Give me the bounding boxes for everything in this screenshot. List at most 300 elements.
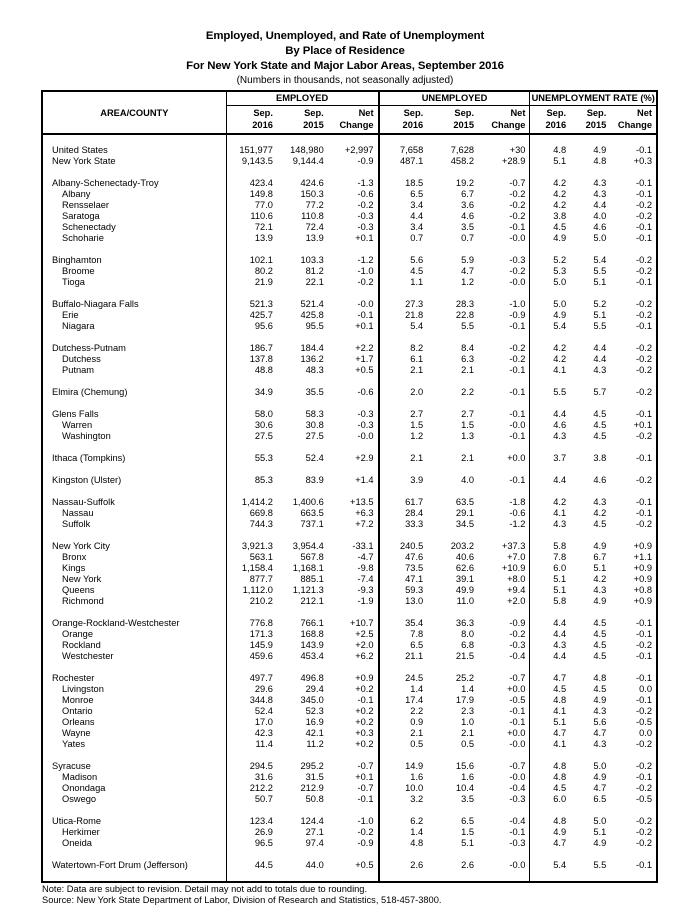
spacer-cell bbox=[277, 332, 328, 343]
value-cell: 6.0 bbox=[530, 563, 570, 574]
value-cell: 13.9 bbox=[254, 233, 273, 243]
spacer-row bbox=[42, 442, 657, 453]
report-content bbox=[41, 90, 658, 906]
spacer-cell bbox=[570, 750, 610, 761]
spacer-cell bbox=[226, 750, 277, 761]
value-cell: 3.5 bbox=[461, 222, 475, 232]
value-cell: -0.7 bbox=[509, 178, 526, 188]
area-name: Schenectady bbox=[42, 222, 226, 233]
value-cell: +0.3 bbox=[355, 728, 374, 738]
value-cell: 22.1 bbox=[305, 277, 324, 287]
value-cell: -0.9 bbox=[357, 156, 374, 166]
value-cell: 42.1 bbox=[305, 728, 324, 738]
spacer-cell bbox=[226, 288, 277, 299]
value-cell: 0.9 bbox=[379, 717, 428, 728]
value-cell: 72.4 bbox=[305, 222, 324, 232]
spacer-cell bbox=[328, 871, 379, 882]
spacer-cell bbox=[42, 398, 226, 409]
spacer-cell bbox=[42, 288, 226, 299]
area-name: Utica-Rome bbox=[42, 816, 226, 827]
value-cell: 61.7 bbox=[379, 497, 428, 508]
county-row bbox=[42, 431, 657, 442]
value-cell: -0.1 bbox=[509, 321, 526, 331]
value-cell: 212.9 bbox=[300, 783, 324, 793]
value-cell: 1.0 bbox=[461, 717, 475, 727]
value-cell: 102.1 bbox=[249, 255, 273, 265]
value-cell: 1.6 bbox=[379, 772, 428, 783]
value-cell: 4.3 bbox=[593, 706, 607, 716]
spacer-cell bbox=[379, 750, 428, 761]
value-cell: -0.1 bbox=[635, 772, 652, 782]
spacer-row bbox=[42, 134, 657, 145]
value-cell: 42.3 bbox=[254, 728, 273, 738]
value-cell: 2.0 bbox=[379, 387, 428, 398]
value-cell: -0.2 bbox=[509, 354, 526, 364]
value-cell: -0.1 bbox=[635, 321, 652, 331]
county-row bbox=[42, 277, 657, 288]
spacer-cell bbox=[530, 244, 570, 255]
county-row bbox=[42, 739, 657, 750]
area-name: Dutchess-Putnam bbox=[42, 343, 226, 354]
value-cell: 168.8 bbox=[300, 629, 324, 639]
spacer-cell bbox=[42, 871, 226, 882]
spacer-cell bbox=[478, 134, 530, 145]
value-cell: -0.2 bbox=[635, 761, 652, 771]
value-cell: -9.8 bbox=[357, 563, 374, 573]
spacer-cell bbox=[478, 486, 530, 497]
value-cell: 4.4 bbox=[593, 343, 607, 353]
spacer-cell bbox=[277, 244, 328, 255]
value-cell: 29.6 bbox=[254, 684, 273, 694]
value-cell: -0.1 bbox=[635, 222, 652, 232]
value-cell: 4.5 bbox=[593, 640, 607, 650]
value-cell: -0.4 bbox=[509, 816, 526, 826]
value-cell: 5.1 bbox=[530, 156, 570, 167]
value-cell: 1,112.0 bbox=[242, 585, 273, 595]
value-cell: -0.9 bbox=[357, 838, 374, 848]
spacer-cell bbox=[478, 332, 530, 343]
value-cell: +0.2 bbox=[355, 717, 374, 727]
value-cell: 4.8 bbox=[379, 838, 428, 849]
spacer-row bbox=[42, 376, 657, 387]
value-cell: 1.5 bbox=[461, 420, 475, 430]
spacer-cell bbox=[226, 332, 277, 343]
value-cell: 4.3 bbox=[593, 365, 607, 375]
value-cell: 15.6 bbox=[455, 761, 475, 771]
header-unemployed-net-change bbox=[478, 106, 530, 135]
value-cell: 5.5 bbox=[530, 387, 570, 398]
header-line: 2016 bbox=[545, 120, 567, 130]
header-rate-sep-2016 bbox=[530, 106, 570, 135]
area-row bbox=[42, 145, 657, 156]
spacer-cell bbox=[226, 167, 277, 178]
value-cell: 423.4 bbox=[249, 178, 273, 188]
value-cell: 5.4 bbox=[593, 255, 607, 265]
spacer-cell bbox=[570, 530, 610, 541]
value-cell: -0.0 bbox=[509, 420, 526, 430]
spacer-cell bbox=[42, 464, 226, 475]
value-cell: 6.5 bbox=[379, 189, 428, 200]
value-cell: -0.1 bbox=[509, 431, 526, 441]
county-row bbox=[42, 420, 657, 431]
value-cell: +0.9 bbox=[633, 574, 652, 584]
spacer-cell bbox=[379, 288, 428, 299]
value-cell: 77.2 bbox=[305, 200, 324, 210]
value-cell: 567.8 bbox=[300, 552, 324, 562]
value-cell: 4.8 bbox=[530, 695, 570, 706]
value-cell: +0.3 bbox=[633, 156, 652, 166]
spacer-cell bbox=[277, 662, 328, 673]
spacer-cell bbox=[530, 134, 570, 145]
value-cell: 5.3 bbox=[530, 266, 570, 277]
value-cell: 4.3 bbox=[593, 739, 607, 749]
value-cell: 5.1 bbox=[461, 838, 475, 848]
spacer-cell bbox=[277, 849, 328, 860]
value-cell: 21.5 bbox=[455, 651, 475, 661]
county-row bbox=[42, 717, 657, 728]
value-cell: 124.4 bbox=[300, 816, 324, 826]
value-cell: 203.2 bbox=[450, 541, 475, 551]
spacer-cell bbox=[610, 244, 657, 255]
revision-note: Note: Data are subject to revision. Detail may not add to totals due to rounding. bbox=[42, 884, 368, 894]
value-cell: -1.0 bbox=[357, 266, 374, 276]
value-cell: 5.2 bbox=[530, 255, 570, 266]
value-cell: 49.9 bbox=[455, 585, 475, 595]
value-cell: 52.4 bbox=[305, 453, 324, 463]
spacer-cell bbox=[427, 486, 478, 497]
spacer-cell bbox=[478, 244, 530, 255]
spacer-cell bbox=[226, 849, 277, 860]
spacer-cell bbox=[328, 805, 379, 816]
value-cell: 50.7 bbox=[254, 794, 273, 804]
value-cell: +0.5 bbox=[355, 365, 374, 375]
value-cell: -1.0 bbox=[509, 299, 526, 309]
value-cell: -0.7 bbox=[509, 673, 526, 683]
value-cell: 744.3 bbox=[249, 519, 273, 529]
value-cell: 36.3 bbox=[455, 618, 475, 628]
area-row bbox=[42, 387, 657, 398]
value-cell: 148,980 bbox=[290, 145, 324, 155]
spacer-cell bbox=[328, 134, 379, 145]
value-cell: 26.9 bbox=[254, 827, 273, 837]
county-row bbox=[42, 629, 657, 640]
value-cell: 4.8 bbox=[530, 816, 570, 827]
value-cell: -0.1 bbox=[357, 695, 374, 705]
value-cell: -0.3 bbox=[357, 222, 374, 232]
spacer-cell bbox=[277, 134, 328, 145]
value-cell: 5.8 bbox=[530, 596, 570, 607]
value-cell: -0.3 bbox=[509, 640, 526, 650]
value-cell: -0.5 bbox=[635, 717, 652, 727]
spacer-cell bbox=[277, 288, 328, 299]
header-line: Sep. bbox=[546, 108, 567, 118]
value-cell: 4.2 bbox=[593, 574, 607, 584]
spacer-cell bbox=[328, 464, 379, 475]
value-cell: +2.2 bbox=[355, 343, 374, 353]
value-cell: 4.7 bbox=[461, 266, 475, 276]
spacer-cell bbox=[570, 288, 610, 299]
value-cell: 737.1 bbox=[300, 519, 324, 529]
value-cell: 3.6 bbox=[461, 200, 475, 210]
header-line: Sep. bbox=[586, 108, 607, 118]
value-cell: 30.8 bbox=[305, 420, 324, 430]
area-row bbox=[42, 761, 657, 772]
value-cell: 21.9 bbox=[254, 277, 273, 287]
spacer-cell bbox=[42, 244, 226, 255]
spacer-row bbox=[42, 288, 657, 299]
county-row bbox=[42, 222, 657, 233]
spacer-cell bbox=[226, 530, 277, 541]
value-cell: 7.8 bbox=[530, 552, 570, 563]
spacer-cell bbox=[427, 607, 478, 618]
spacer-cell bbox=[328, 607, 379, 618]
value-cell: 5.1 bbox=[593, 827, 607, 837]
value-cell: 4.5 bbox=[593, 651, 607, 661]
value-cell: 5.0 bbox=[593, 233, 607, 243]
value-cell: +6.3 bbox=[355, 508, 374, 518]
value-cell: -0.2 bbox=[509, 629, 526, 639]
value-cell: 30.6 bbox=[254, 420, 273, 430]
value-cell: 33.3 bbox=[379, 519, 428, 530]
area-name: Broome bbox=[42, 266, 226, 277]
spacer-cell bbox=[42, 750, 226, 761]
value-cell: -0.2 bbox=[357, 277, 374, 287]
value-cell: 27.3 bbox=[379, 299, 428, 310]
value-cell: -0.1 bbox=[635, 178, 652, 188]
spacer-cell bbox=[328, 288, 379, 299]
value-cell: 4.4 bbox=[530, 651, 570, 662]
value-cell: 4.3 bbox=[530, 640, 570, 651]
value-cell: 7,658 bbox=[379, 145, 428, 156]
area-name: Binghamton bbox=[42, 255, 226, 266]
report-title-block bbox=[0, 29, 690, 87]
spacer-cell bbox=[226, 244, 277, 255]
spacer-cell bbox=[379, 849, 428, 860]
value-cell: -0.2 bbox=[357, 200, 374, 210]
value-cell: 4.7 bbox=[593, 783, 607, 793]
value-cell: +0.0 bbox=[507, 684, 526, 694]
spacer-cell bbox=[42, 376, 226, 387]
value-cell: -0.2 bbox=[635, 343, 652, 353]
value-cell: -0.4 bbox=[509, 651, 526, 661]
spacer-cell bbox=[427, 530, 478, 541]
spacer-cell bbox=[478, 662, 530, 673]
spacer-cell bbox=[277, 442, 328, 453]
value-cell: 4.4 bbox=[530, 475, 570, 486]
value-cell: 5.1 bbox=[593, 563, 607, 573]
spacer-row bbox=[42, 464, 657, 475]
value-cell: 1.6 bbox=[461, 772, 475, 782]
spacer-cell bbox=[427, 398, 478, 409]
value-cell: +30 bbox=[509, 145, 526, 155]
value-cell: 1.4 bbox=[379, 827, 428, 838]
spacer-cell bbox=[379, 464, 428, 475]
value-cell: 44.0 bbox=[305, 860, 324, 870]
value-cell: 4.9 bbox=[530, 310, 570, 321]
value-cell: 19.2 bbox=[455, 178, 475, 188]
county-row bbox=[42, 706, 657, 717]
spacer-cell bbox=[226, 662, 277, 673]
spacer-cell bbox=[277, 750, 328, 761]
value-cell: +0.9 bbox=[355, 673, 374, 683]
spacer-row bbox=[42, 398, 657, 409]
value-cell: 11.0 bbox=[456, 596, 475, 606]
area-row bbox=[42, 299, 657, 310]
value-cell: 2.7 bbox=[461, 409, 475, 419]
value-cell: 877.7 bbox=[249, 574, 273, 584]
spacer-cell bbox=[570, 376, 610, 387]
value-cell: 31.6 bbox=[254, 772, 273, 782]
value-cell: 3.4 bbox=[379, 222, 428, 233]
spacer-cell bbox=[42, 442, 226, 453]
value-cell: +1.4 bbox=[355, 475, 374, 485]
value-cell: 6.5 bbox=[461, 816, 475, 826]
value-cell: 29.4 bbox=[305, 684, 324, 694]
value-cell: 35.4 bbox=[379, 618, 428, 629]
value-cell: 17.9 bbox=[455, 695, 475, 705]
table-header bbox=[42, 91, 657, 134]
spacer-cell bbox=[570, 398, 610, 409]
value-cell: 4.5 bbox=[379, 266, 428, 277]
value-cell: 4.2 bbox=[593, 508, 607, 518]
header-group-unemployed: UNEMPLOYED bbox=[379, 91, 530, 106]
value-cell: -0.1 bbox=[357, 310, 374, 320]
spacer-row bbox=[42, 244, 657, 255]
value-cell: 4.5 bbox=[593, 519, 607, 529]
area-name: Washington bbox=[42, 431, 226, 442]
spacer-row bbox=[42, 750, 657, 761]
value-cell: 9,144.4 bbox=[292, 156, 324, 166]
spacer-cell bbox=[427, 805, 478, 816]
value-cell: -33.1 bbox=[352, 541, 374, 551]
spacer-cell bbox=[379, 376, 428, 387]
area-name: Nassau bbox=[42, 508, 226, 519]
value-cell: 28.4 bbox=[379, 508, 428, 519]
value-cell: 295.2 bbox=[300, 761, 324, 771]
value-cell: 1,121.3 bbox=[292, 585, 324, 595]
spacer-cell bbox=[226, 871, 277, 882]
value-cell: 4.9 bbox=[593, 596, 607, 606]
value-cell: 5.1 bbox=[530, 574, 570, 585]
value-cell: 4.3 bbox=[593, 189, 607, 199]
value-cell: -0.1 bbox=[635, 673, 652, 683]
value-cell: 8.2 bbox=[379, 343, 428, 354]
spacer-cell bbox=[277, 486, 328, 497]
value-cell: -1.0 bbox=[357, 816, 374, 826]
area-name: Erie bbox=[42, 310, 226, 321]
value-cell: -0.1 bbox=[509, 706, 526, 716]
spacer-cell bbox=[570, 849, 610, 860]
value-cell: 4.0 bbox=[593, 211, 607, 221]
value-cell: 2.1 bbox=[461, 365, 475, 375]
value-cell: 4.6 bbox=[593, 475, 607, 485]
value-cell: 1,414.2 bbox=[241, 497, 273, 507]
value-cell: 4.9 bbox=[593, 772, 607, 782]
spacer-cell bbox=[226, 805, 277, 816]
value-cell: -1.8 bbox=[509, 497, 526, 507]
value-cell: -0.3 bbox=[509, 255, 526, 265]
value-cell: 4.7 bbox=[593, 728, 607, 738]
value-cell: -0.1 bbox=[509, 387, 526, 397]
value-cell: 48.3 bbox=[305, 365, 324, 375]
value-cell: -0.5 bbox=[635, 794, 652, 804]
spacer-cell bbox=[530, 849, 570, 860]
value-cell: -4.7 bbox=[357, 552, 374, 562]
table-body bbox=[42, 134, 657, 882]
value-cell: 4.7 bbox=[530, 728, 570, 739]
value-cell: 521.4 bbox=[300, 299, 324, 309]
value-cell: 184.4 bbox=[300, 343, 324, 353]
value-cell: +7.0 bbox=[507, 552, 526, 562]
value-cell: +0.1 bbox=[355, 233, 374, 243]
spacer-cell bbox=[427, 442, 478, 453]
spacer-cell bbox=[610, 134, 657, 145]
value-cell: 11.4 bbox=[255, 739, 273, 749]
value-cell: 136.2 bbox=[300, 354, 324, 364]
spacer-row bbox=[42, 332, 657, 343]
value-cell: 1.2 bbox=[379, 431, 428, 442]
area-name: Schoharie bbox=[42, 233, 226, 244]
value-cell: 4.9 bbox=[530, 233, 570, 244]
value-cell: 0.0 bbox=[639, 684, 652, 694]
spacer-cell bbox=[570, 332, 610, 343]
value-cell: 4.7 bbox=[530, 838, 570, 849]
spacer-cell bbox=[570, 486, 610, 497]
value-cell: 96.5 bbox=[254, 838, 273, 848]
value-cell: 6.7 bbox=[593, 552, 607, 562]
value-cell: 2.3 bbox=[461, 706, 475, 716]
value-cell: 4.3 bbox=[593, 585, 607, 595]
value-cell: 35.5 bbox=[305, 387, 324, 397]
value-cell: 3.5 bbox=[461, 794, 475, 804]
area-row bbox=[42, 409, 657, 420]
spacer-cell bbox=[570, 244, 610, 255]
header-unemployed-sep-2016 bbox=[379, 106, 428, 135]
spacer-cell bbox=[226, 607, 277, 618]
value-cell: -0.2 bbox=[635, 200, 652, 210]
header-line: Change bbox=[339, 120, 374, 130]
spacer-cell bbox=[610, 871, 657, 882]
value-cell: 21.1 bbox=[379, 651, 428, 662]
spacer-cell bbox=[42, 134, 226, 145]
area-name: Albany bbox=[42, 189, 226, 200]
spacer-row bbox=[42, 662, 657, 673]
spacer-cell bbox=[610, 464, 657, 475]
value-cell: -0.6 bbox=[357, 387, 374, 397]
area-name: Watertown-Fort Drum (Jefferson) bbox=[42, 860, 226, 871]
spacer-row bbox=[42, 607, 657, 618]
value-cell: +0.2 bbox=[355, 706, 374, 716]
value-cell: +0.0 bbox=[507, 728, 526, 738]
value-cell: -0.1 bbox=[635, 145, 652, 155]
area-name: Putnam bbox=[42, 365, 226, 376]
area-name: Rensselaer bbox=[42, 200, 226, 211]
value-cell: 5.7 bbox=[593, 387, 607, 397]
area-row bbox=[42, 178, 657, 189]
value-cell: 22.8 bbox=[455, 310, 475, 320]
area-name: New York State bbox=[42, 156, 226, 167]
spacer-cell bbox=[570, 607, 610, 618]
value-cell: 0.7 bbox=[379, 233, 428, 244]
spacer-cell bbox=[379, 244, 428, 255]
value-cell: 17.4 bbox=[379, 695, 428, 706]
value-cell: 3.7 bbox=[530, 453, 570, 464]
value-cell: 2.6 bbox=[461, 860, 475, 870]
value-cell: 4.8 bbox=[530, 761, 570, 772]
value-cell: 5.1 bbox=[593, 310, 607, 320]
area-name: Livingston bbox=[42, 684, 226, 695]
header-employed-sep-2016 bbox=[226, 106, 277, 135]
